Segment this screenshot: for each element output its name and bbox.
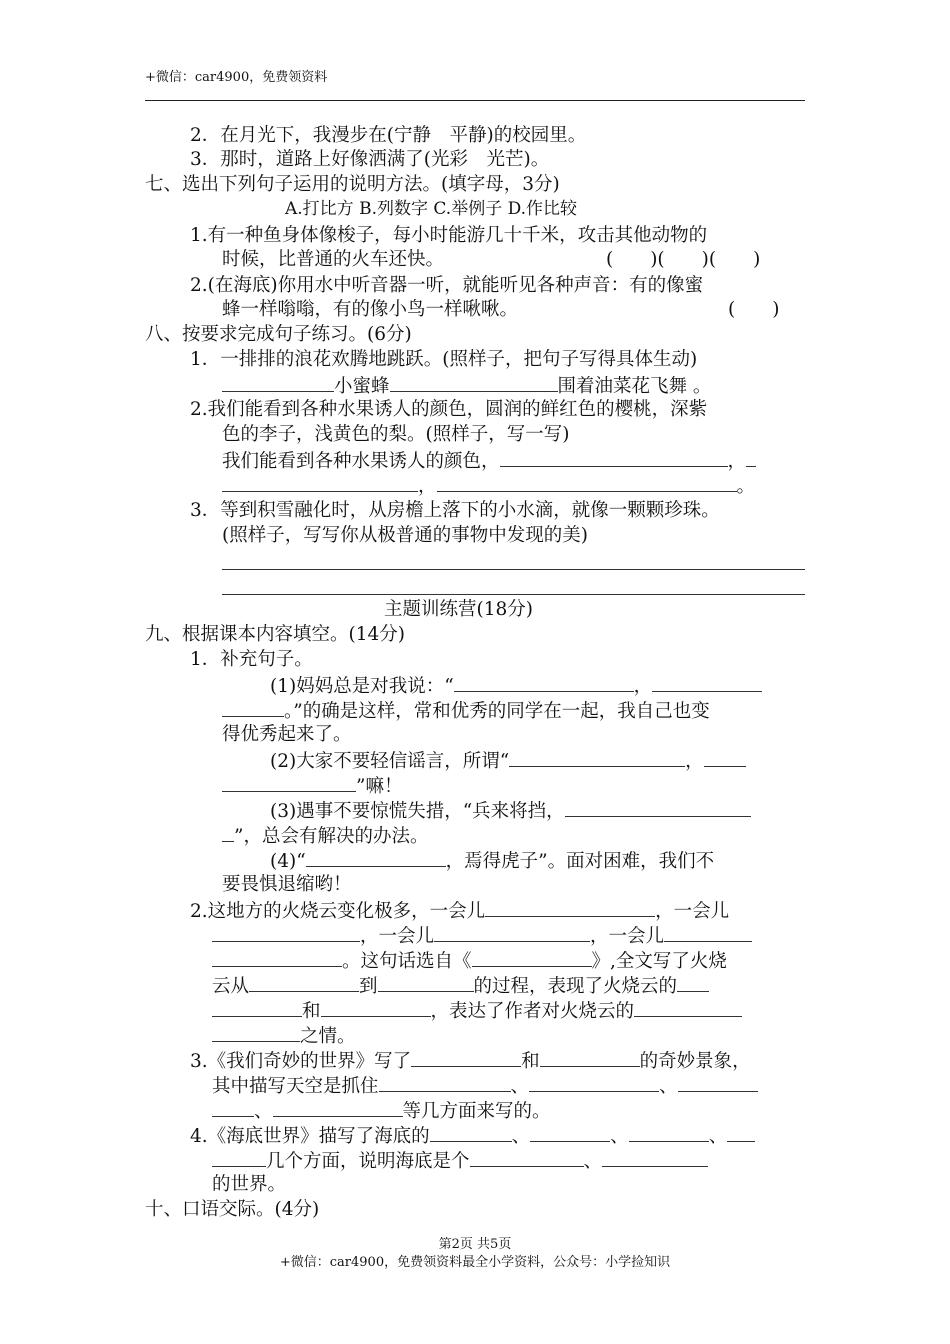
s9-q4-line3: 的世界。 xyxy=(212,1174,287,1195)
s9-q3-h: 等几方面来写的。 xyxy=(402,1101,551,1122)
s9-s4-line1 xyxy=(270,851,714,872)
s9-q3-e: 、 xyxy=(510,1076,530,1097)
s9-s2-line1 xyxy=(270,751,746,772)
s9-q2-k: ，表达了作者对火烧云的 xyxy=(430,1001,635,1022)
s9-s1-b: ， xyxy=(633,676,653,697)
blank-field[interactable] xyxy=(212,1026,300,1042)
header-text: +微信：car4900，免费领资料 xyxy=(145,70,328,85)
s7-q1-line1: 1.有一种鱼身体像梭子，每小时能游几十千米，攻击其他动物的 xyxy=(190,225,708,246)
blank-field[interactable] xyxy=(411,1051,521,1067)
s8-q1-line1: 1．一排排的浪花欢腾地跳跃。(照样子，把句子写得具体生动) xyxy=(190,349,698,370)
s9-q2-d: ，一会儿 xyxy=(590,926,665,947)
s8-q2-line3 xyxy=(222,451,756,472)
s9-q2-g: 云从 xyxy=(212,976,250,997)
s9-q2-line4 xyxy=(212,976,709,997)
s9-s2-a: (2)大家不要轻信谣言，所谓“ xyxy=(270,751,510,772)
s9-s3-line1 xyxy=(270,801,751,822)
s8-q2-sep: ， xyxy=(727,451,747,472)
s9-s4-a: (4)“ xyxy=(270,851,306,872)
blank-field[interactable] xyxy=(678,1076,758,1092)
s9-q2-line5 xyxy=(212,1001,742,1022)
blank-field[interactable] xyxy=(222,701,284,717)
blank-field[interactable] xyxy=(540,1051,640,1067)
blank-field[interactable] xyxy=(629,1126,709,1142)
page-number: 第2页 共5页 xyxy=(438,1237,512,1252)
blank-field[interactable] xyxy=(704,751,746,767)
s8-q2-line2: 色的李子，浅黄色的梨。(照样子，写一写) xyxy=(222,424,570,445)
blank-field[interactable] xyxy=(530,1126,610,1142)
blank-field[interactable] xyxy=(378,976,474,992)
section7-title: 七、选出下列句子运用的说明方法。(填字母，3分) xyxy=(145,174,560,195)
answer-line[interactable] xyxy=(222,569,805,570)
section9-title: 九、根据课本内容填空。(14分) xyxy=(145,624,405,645)
s8-q2-line4 xyxy=(222,476,755,497)
blank-field[interactable] xyxy=(565,801,751,817)
s7-q2-line1: 2.(在海底)你用水中听音器一听，就能听见各种声音：有的像蜜 xyxy=(190,275,704,296)
s9-q2-line3 xyxy=(212,951,727,972)
blank-field[interactable] xyxy=(677,976,709,992)
blank-field[interactable] xyxy=(379,1076,511,1092)
blank-field[interactable] xyxy=(212,1001,302,1017)
s9-s2-line2 xyxy=(222,776,402,797)
blank-field[interactable] xyxy=(454,676,634,692)
s9-q3-line2 xyxy=(212,1076,758,1097)
s9-q1-title: 1．补充句子。 xyxy=(190,649,313,670)
s9-s3-line2 xyxy=(222,826,428,847)
s9-q3-b: 和 xyxy=(521,1051,540,1072)
s9-q2-l: 之情。 xyxy=(300,1026,356,1047)
s6-q2: 2．在月光下，我漫步在(宁静 平静)的校园里。 xyxy=(190,125,587,146)
s9-q4-e: 几个方面，说明海底是个 xyxy=(266,1151,470,1172)
s8-q2-sep2: ， xyxy=(418,476,437,497)
blank-field[interactable] xyxy=(212,951,342,967)
blank-field[interactable] xyxy=(430,1126,512,1142)
s9-s3-a: (3)遇事不要惊慌失措，“兵来将挡， xyxy=(270,801,565,822)
s9-q2-line2 xyxy=(212,926,752,947)
section7-options: A.打比方 B.列数字 C.举例子 D.作比较 xyxy=(285,199,578,219)
s8-q1-part-b: 围着油菜花飞舞 xyxy=(557,376,688,397)
s9-q2-f: 》,全文写了火烧 xyxy=(591,951,727,972)
blank-field[interactable] xyxy=(390,376,558,392)
blank-field[interactable] xyxy=(472,951,592,967)
header-rule xyxy=(145,100,805,101)
camp-title: 主题训练营(18分) xyxy=(384,599,533,620)
s7-q2-answer-parens[interactable]: ( ) xyxy=(728,299,780,320)
s9-q2-e: 。这句话选自《 xyxy=(342,951,472,972)
s8-q1-part-a: 小蜜蜂 xyxy=(334,376,390,397)
s8-q1-answer-row xyxy=(222,376,711,397)
blank-field[interactable] xyxy=(485,901,655,917)
s9-q2-line6 xyxy=(212,1026,356,1047)
blank-field[interactable] xyxy=(321,1001,431,1017)
blank-field[interactable] xyxy=(212,1101,254,1117)
blank-field[interactable] xyxy=(746,451,756,467)
s9-q4-c: 、 xyxy=(610,1126,629,1147)
blank-field[interactable] xyxy=(249,976,359,992)
s9-q4-b: 、 xyxy=(511,1126,531,1147)
s9-q3-g: 、 xyxy=(254,1101,273,1122)
s9-s3-b: ”，总会有解决的办法。 xyxy=(234,826,429,847)
s9-q2-line1 xyxy=(190,901,729,922)
s9-q2-j: 和 xyxy=(302,1001,321,1022)
s9-q3-f: 、 xyxy=(659,1076,678,1097)
s9-q3-c: 的奇妙景象， xyxy=(639,1051,751,1072)
s9-s2-b: ， xyxy=(685,751,704,772)
s9-q4-d: 、 xyxy=(708,1126,728,1147)
s7-q2-line2: 蜂一样嗡嗡，有的像小鸟一样啾啾。 xyxy=(222,299,519,320)
s9-s1-line2 xyxy=(222,701,710,722)
blank-field[interactable] xyxy=(212,1151,266,1167)
s9-s2-c: ”嘛！ xyxy=(356,776,403,797)
s9-q4-f: 、 xyxy=(583,1151,603,1172)
s9-q4-line2 xyxy=(212,1151,708,1172)
s9-q2-c: ，一会儿 xyxy=(360,926,435,947)
s8-q2-prompt: 我们能看到各种水果诱人的颜色， xyxy=(222,451,500,472)
s8-q3-line2: (照样子，写写你从极普通的事物中发现的美) xyxy=(222,525,588,546)
s9-q3-a: 3.《我们奇妙的世界》写了 xyxy=(190,1051,412,1072)
blank-field[interactable] xyxy=(470,1151,584,1167)
s9-q3-d: 其中描写天空是抓住 xyxy=(212,1076,379,1097)
s7-q1-line2: 时候，比普通的火车还快。 xyxy=(222,249,445,270)
blank-field[interactable] xyxy=(652,676,762,692)
blank-field[interactable] xyxy=(222,776,356,792)
s9-q2-i: 的过程，表现了火烧云的 xyxy=(473,976,678,997)
s9-s4-line2: 要畏惧退缩哟！ xyxy=(222,874,352,895)
s8-q3-line1: 3．等到积雪融化时，从房檐上落下的小水滴，就像一颗颗珍珠。 xyxy=(190,500,720,521)
s6-q3: 3．那时，道路上好像洒满了(光彩 光芒)。 xyxy=(190,149,550,170)
blank-field[interactable] xyxy=(664,926,752,942)
s9-s4-b: ，焉得虎子”。面对困难，我们不 xyxy=(445,851,715,872)
s9-s1-a: (1)妈妈总是对我说：“ xyxy=(270,676,454,697)
blank-field[interactable] xyxy=(306,851,446,867)
s9-q4-a: 4.《海底世界》描写了海底的 xyxy=(190,1126,430,1147)
s8-q2-end: 。 xyxy=(736,476,756,497)
s9-q2-a: 2.这地方的火烧云变化极多，一会儿 xyxy=(190,901,486,922)
blank-field[interactable] xyxy=(434,926,590,942)
blank-field[interactable] xyxy=(500,451,728,467)
blank-field[interactable] xyxy=(602,1151,708,1167)
blank-field[interactable] xyxy=(529,1076,659,1092)
s9-s1-c: 。”的确是这样，常和优秀的同学在一起，我自己也变 xyxy=(284,701,710,722)
s8-q2-line1: 2.我们能看到各种水果诱人的颜色，圆润的鲜红色的樱桃，深紫 xyxy=(190,399,708,420)
s9-q3-line3 xyxy=(212,1101,551,1122)
section10-title: 十、口语交际。(4分) xyxy=(145,1199,320,1220)
blank-field[interactable] xyxy=(509,751,685,767)
section8-title: 八、按要求完成句子练习。(6分) xyxy=(145,324,412,345)
s9-q2-b: ，一会儿 xyxy=(655,901,730,922)
s7-q1-answer-parens[interactable]: ( )( )( ) xyxy=(606,249,761,270)
blank-field[interactable] xyxy=(222,826,234,842)
s9-q3-line1 xyxy=(190,1051,751,1072)
answer-line[interactable] xyxy=(222,594,805,595)
blank-field[interactable] xyxy=(727,1126,755,1142)
blank-field[interactable] xyxy=(222,376,334,392)
footer-text: +微信：car4900，免费领资料最全小学资料，公众号：小学捡知识 xyxy=(279,1255,671,1270)
blank-field[interactable] xyxy=(437,476,737,492)
s9-q4-line1 xyxy=(190,1126,755,1147)
blank-field[interactable] xyxy=(634,1001,742,1017)
s9-q2-h: 到 xyxy=(359,976,378,997)
blank-field[interactable] xyxy=(222,476,418,492)
blank-field[interactable] xyxy=(212,926,360,942)
blank-field[interactable] xyxy=(273,1101,403,1117)
s9-s1-line3: 得优秀起来了。 xyxy=(222,724,352,745)
s9-s1-line1 xyxy=(270,676,762,697)
s8-q1-end: 。 xyxy=(692,376,712,397)
